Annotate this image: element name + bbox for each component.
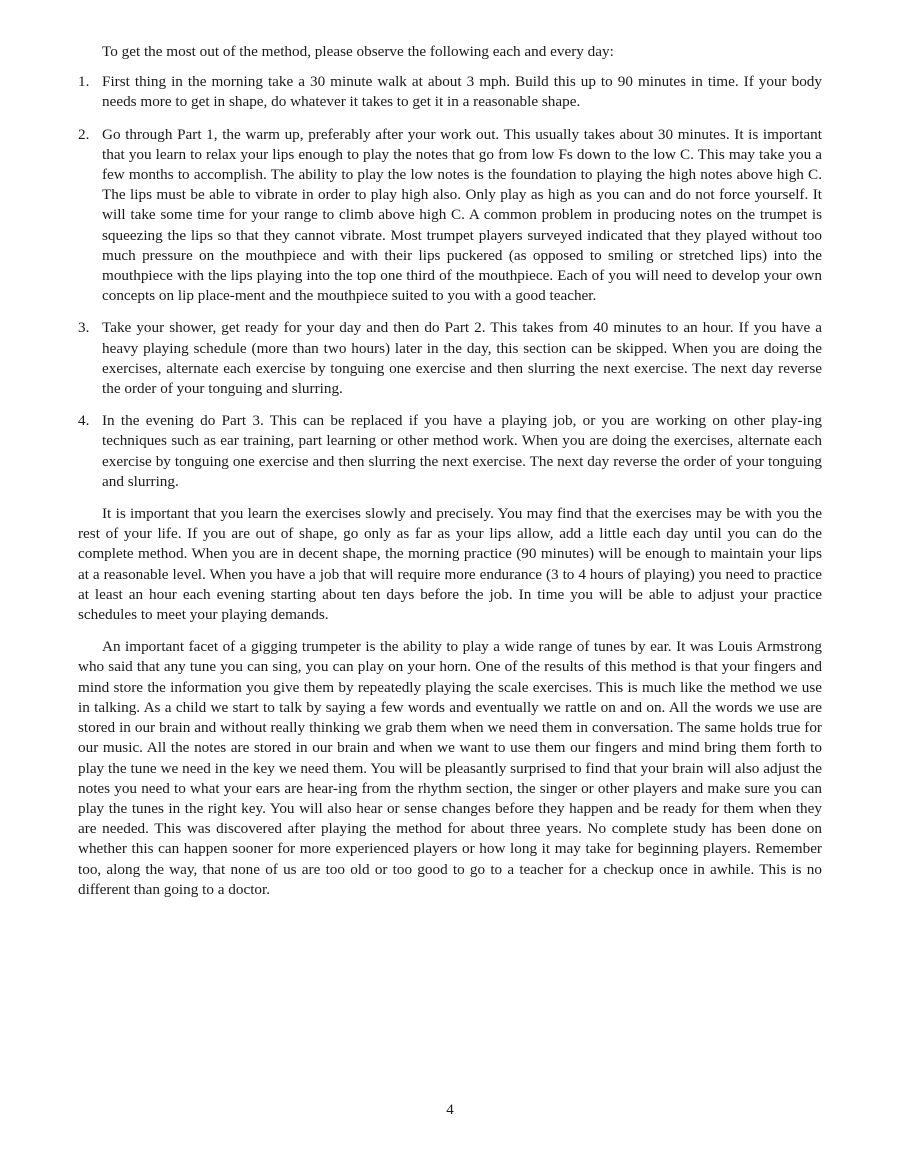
list-item-number: 4. [78,412,90,430]
list-item [78,72,822,112]
list-item [78,318,822,399]
list-item-number: 3. [78,319,90,337]
page-number: 4 [446,1102,454,1118]
list-item-text: First thing in the morning take a 30 minute walk at about 3 mph. Build this up to 90 minutes in time. If your body needs more to get in shape, do whatever it takes to get it in a reasonable shape. [102,73,822,111]
list-item-number: 1. [78,73,90,91]
intro-paragraph: To get the most out of the method, please observe the following each and every day: [102,43,614,60]
list-item-text: Take your shower, get ready for your day and then do Part 2. This takes from 40 minutes to an hour. If you have a heavy playing schedule (more than two hours) later in the day, this section can be skipped. When you are doing the exercises, alternate each exercise by tonguing one exercise and then slurring the next exercise. The next day reverse the order of your tonguing and slurring. [102,319,822,398]
practice-paragraph: It is important that you learn the exercises slowly and precisely. You may find that the exercises may be with you the rest of your life. If you are out of shape, go only as far as your lips allow, add a little each day until you can do the complete method. When you are in decent shape, the morning practice (90 minutes) will be enough to maintain your lips at a reasonable level. When you have a job that will require more endurance (3 to 4 hours of playing) you need to practice at least an hour each evening starting about ten days before the job. In time you will be able to adjust your practice schedules to meet your playing demands. [78,505,822,624]
list-item [78,411,822,492]
body-text [78,42,822,912]
list-item-text: Go through Part 1, the warm up, preferably after your work out. This usually takes about 30 minutes. It is important that you learn to relax your lips enough to play the notes that go from low Fs down to the low C. This may take you a few months to accomplish. The ability to play the low notes is the foundation to playing the high notes above high C. The lips must be able to vibrate in order to play high also. Only play as high as you can and do not force yourself. It will take some time for your range to climb above high C. A common problem in producing notes on the trumpet is squeezing the lips so that they cannot vibrate. Most trumpet players surveyed indicated that they played without too much pressure on the mouthpiece and with their lips puckered (as opposed to smiling or stretched lips) into the mouthpiece with the lips playing into the top one third of the mouthpiece. Each of you will need to develop your own concepts on lip place-ment and the mouthpiece suited to you with a good teacher. [102,125,822,305]
list-item [78,125,822,307]
list-item-number: 2. [78,125,90,143]
daily-steps-list [78,72,822,492]
list-item-text: In the evening do Part 3. This can be replaced if you have a playing job, or you are working on other play-ing techniques such as ear training, part learning or other method work. When you are doing the exercises, alternate each exercise by tonguing one exercise and then slurring the next exercise. The next day reverse the order of your tonguing and slurring. [102,412,822,490]
ear-training-paragraph: An important facet of a gigging trumpeter is the ability to play a wide range of tunes by ear. It was Louis Armstrong who said that any tune you can sing, you can play on your horn. One of the results of this method is that your fingers and mind store the information you give them by repeatedly playing the scale exercises. This is much like the method we use in talking. As a child we start to talk by saying a few words and eventually we rattle on and on. All the words we use are stored in our brain and without really thinking we grab them when we need them in conversation. The same holds true for our music. All the notes are stored in our brain and when we want to use them our fingers and mind bring them forth to play the tune we need in the key we need them. You will be pleasantly surprised to find that your brain will also adjust the notes you need to what your ears are hear-ing from the rhythm section, the singer or other players and make sure you can play the tunes in the right key. You will also hear or sense changes before they happen and be ready for them when they are needed. This was discovered after playing the method for about three years. No complete study has been done on whether this can happen sooner for more experienced players or how long it may take for beginning players. Remember too, along the way, that none of us are too old or too good to go to a teacher for a checkup once in awhile. This is no different than going to a doctor. [78,638,822,898]
